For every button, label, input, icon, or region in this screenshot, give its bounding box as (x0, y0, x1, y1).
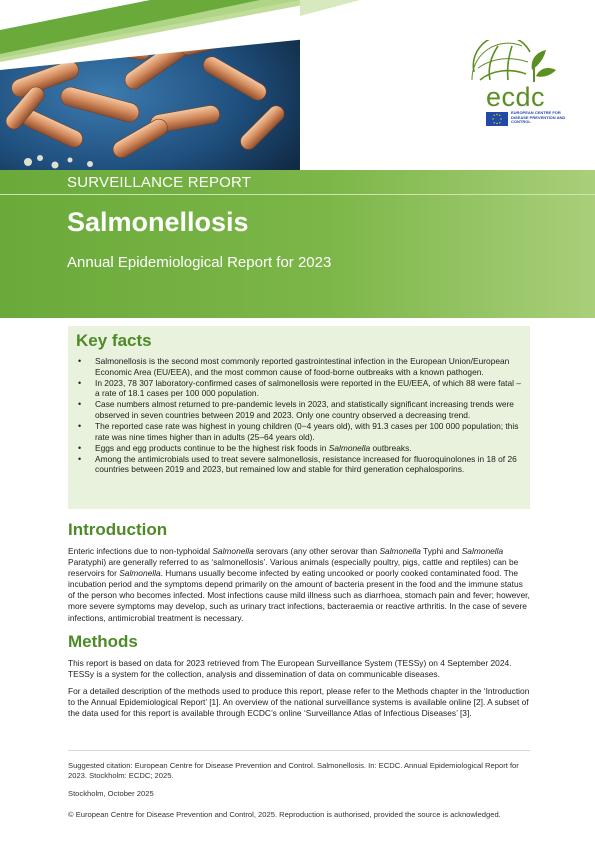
key-fact-text: outbreaks. (370, 442, 412, 453)
intro-text: Paratyphi) are generally referred to as ‘salmonellosis’. Various animals (especially poultry, pigs, cattle and reptiles) can be reservoirs for (68, 557, 519, 579)
band-divider (0, 194, 595, 195)
title-band (0, 170, 595, 318)
intro-text: . Humans usually become infected by eating uncooked or poorly cooked contaminated food. The incubation period and the symptoms depend primarily on the amount of bacteria present in the food and the immune status of the person who becomes infected. Most infections cause mild illness such as diarrhoea, stomach pain and fever; however, more severe symptoms may develop, such as urinary tract infections, bacteraemia or reactive arthritis. In the case of severe infections, antimicrobial treatment is necessary. (68, 568, 530, 623)
methods-paragraph-2: For a detailed description of the methods used to produce this report, please refer to the Methods chapter in the ‘Introduction to the Annual Epidemiological Report’ [1]. An overview of the national surveillance systems is available online [2]. A subset of the data used for this report is available through ECDC’s online ‘Surveillance Atlas of Infectious Diseases’ [3]. (68, 686, 530, 719)
introduction-heading: Introduction (68, 520, 168, 539)
page-subtitle: Annual Epidemiological Report for 2023 (67, 254, 332, 271)
intro-italic: Salmonella (119, 568, 161, 579)
introduction-paragraph (68, 546, 530, 624)
copyright-notice: © European Centre for Disease Prevention and Control, 2025. Reproduction is authorised, provided the source is acknowledged. (68, 810, 501, 819)
methods-paragraph-1: This report is based on data for 2023 retrieved from The European Surveillance System (TESSy) on 4 September 2024. TESSy is a system for the collection, analysis and dissemination of data on communicable diseases. (68, 658, 512, 680)
key-fact-text: Eggs and egg products continue to be the highest risk foods in (95, 442, 329, 453)
ecdc-logo-subtitle: EUROPEAN CENTRE FOR DISEASE PREVENTION AND CONTROL (511, 110, 566, 125)
intro-italic: Salmonella (379, 546, 421, 556)
key-fact-item: • The reported case rate was highest in young children (0−4 years old), with 91.3 cases per 100 000 population; this rate was nine times higher than in adults (25–64 years old). (76, 421, 526, 442)
methods-heading: Methods (68, 632, 138, 651)
key-facts-heading: Key facts (76, 331, 152, 350)
ecdc-logo-text: ecdc (486, 82, 546, 112)
suggested-citation: Suggested citation: European Centre for Disease Prevention and Control. Salmonellosis. In: ECDC. Annual Epidemiological Report for 2023. Stockholm: ECDC; 2025. (68, 761, 519, 780)
page-title: Salmonellosis (67, 207, 249, 237)
intro-text: Enteric infections due to non-typhoidal (68, 546, 213, 556)
key-fact-item: • Salmonellosis is the second most commonly reported gastrointestinal infection in the European Union/European Economic Area (EU/EEA), and the most common cause of food-borne outbreaks with a known pathogen. (76, 356, 526, 377)
intro-text: serovars (any other serovar than (253, 546, 380, 556)
key-facts-box (68, 326, 530, 509)
key-fact-item: • Among the antimicrobials used to treat severe salmonellosis, resistance increased for fluoroquinolones in 18 of 26 countries between 2019 and 2023, but remained low and stable for third generation cephalosporins. (76, 454, 526, 475)
intro-italic: Salmonella (212, 546, 254, 556)
eu-flag-icon (486, 112, 508, 126)
intro-text: Typhi and (420, 546, 462, 556)
intro-italic: Salmonella (461, 546, 504, 556)
footer-divider (68, 750, 530, 751)
key-fact-item (76, 443, 526, 454)
key-fact-emphasis: Salmonella (328, 442, 371, 453)
cover-hero (0, 0, 595, 170)
place-date: Stockholm, October 2025 (68, 789, 154, 798)
key-facts-list (76, 356, 526, 476)
key-fact-item: • Case numbers almost returned to pre-pandemic levels in 2023, and statistically significant increasing trends were observed in seven countries between 2019 and 2023. Only one country observed a decreasing trend. (76, 399, 526, 420)
report-type-label: SURVEILLANCE REPORT (67, 174, 252, 191)
key-fact-item: • In 2023, 78 307 laboratory-confirmed cases of salmonellosis were reported in the EU/EEA, of which 88 were fatal – a rate of 18.1 cases per 100 000 population. (76, 378, 526, 399)
